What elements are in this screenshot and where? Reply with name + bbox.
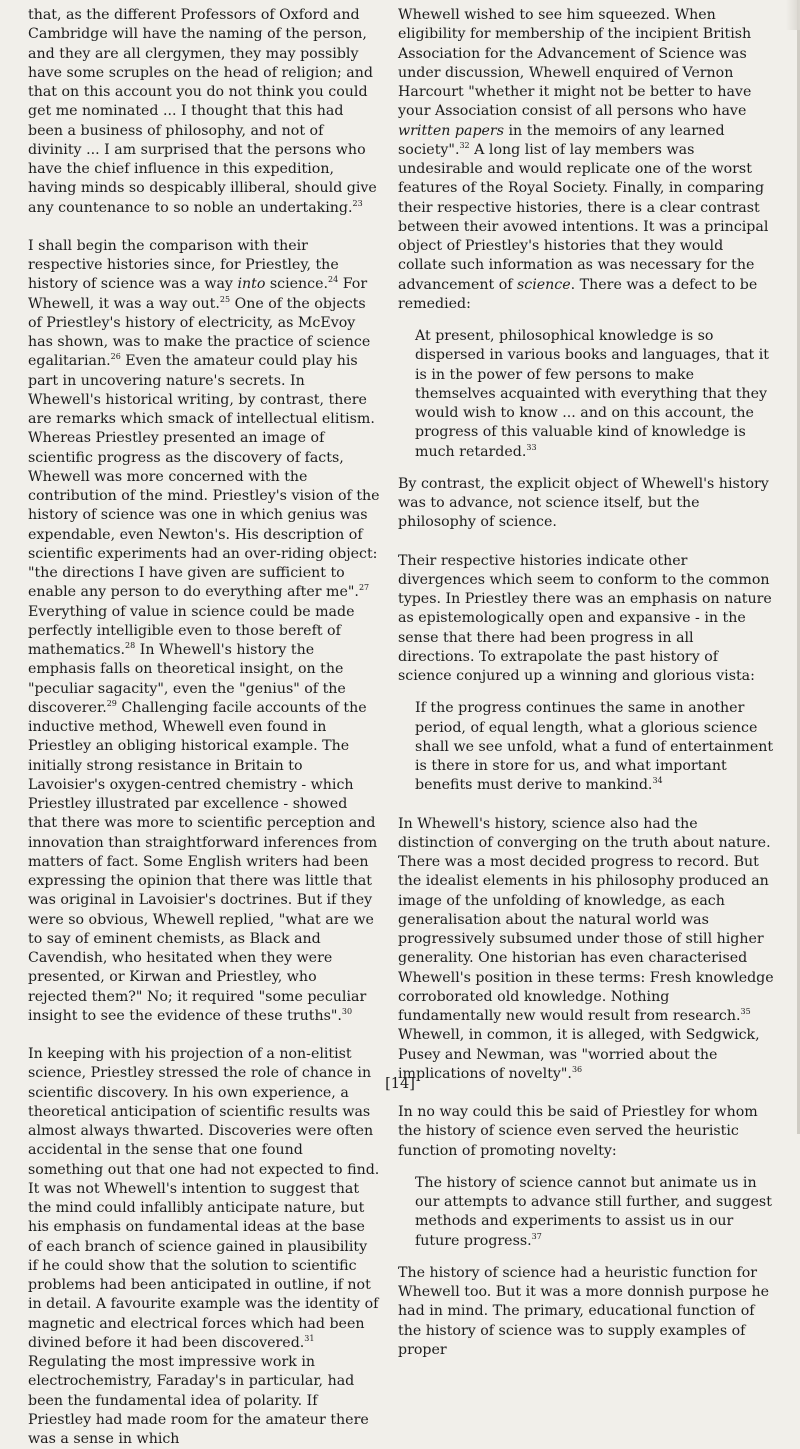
text-run: At present, philosophical knowledge is so dispersed in various books and languages, that it is in the power of few persons to make themselves acquainted with everything that they would wish to know ... and on this account, the progress of this valuable kind of knowledge is much retarded. (415, 328, 769, 460)
block-quote (415, 327, 774, 462)
text-run: in the memoirs of any learned society". (398, 122, 725, 158)
block-quote (415, 699, 774, 795)
text-run: Everything of value in science could be made perfectly intelligible even to those bereft of mathematics. (28, 603, 355, 658)
text-run: that, as the different Professors of Oxford and Cambridge will have the naming of the person, and they are all clergymen, they may possibly have some scruples on the head of religion; and that on this account you do not think you could get me nominated ... I thought that this had been a business of philosophy, and not of divinity ... I am surprised that the persons who have the chief influence in this expedition, having minds so despicably illiberal, should give any countenance to so noble an undertaking. (28, 7, 377, 216)
text-run: A long list of lay members was undesirable and would replicate one of the worst features of the Royal Society. Finally, in comparing their respective histories, there is a clear contrast between their avowed intentions. It was a principal object of Priestley's histories that they would collate such information as was necessary for the advancement of (398, 141, 769, 293)
text-run: I shall begin the comparison with their respective histories since, for Priestley, the history of science was a way (28, 237, 339, 293)
text-run: The history of science had a heuristic function for Whewell too. But it was a more donnish purpose he had in mind. The primary, educational function of the history of science was to supply examples of proper (398, 1264, 770, 1358)
footnote-ref: 25 (219, 294, 231, 304)
footnote-ref: 27 (358, 583, 370, 593)
footnote-ref: 33 (526, 442, 537, 452)
paragraph (398, 815, 774, 1085)
left-column (28, 6, 380, 1449)
emphasis: science (517, 276, 571, 293)
text-run: Regulating the most impressive work in electrochemistry, Faraday's in particular, had been the fundamental idea of polarity. If Priestley had made room for the amateur there was a sense in which (28, 1354, 369, 1447)
footnote-ref: 28 (125, 641, 136, 650)
paragraph (28, 237, 380, 1026)
text-run: For Whewell, it was a way out. (28, 276, 368, 312)
paragraph (398, 1103, 774, 1161)
paragraph (398, 1264, 774, 1360)
emphasis: into (237, 276, 266, 293)
text-run: Their respective histories indicate other divergences which seem to conform to the common types. In Priestley there was an emphasis on nature as epistemologically open and expansive - in the sense that there had been progress in all directions. To extrapolate the past history of science conjured up a winning and glorious vista: (398, 552, 772, 684)
emphasis: written papers (398, 122, 504, 139)
footnote-ref: 34 (652, 776, 663, 786)
footnote-ref: 31 (304, 1333, 315, 1343)
text-run: The history of science cannot but animate us in our attempts to advance still further, and suggest methods and experiments to assist us in our future progress. (415, 1174, 772, 1249)
right-column (398, 6, 774, 1360)
text-run: Whewell wished to see him squeezed. When eligibility for membership of the incipient British Association for the Advancement of Science was under discussion, Whewell enquired of Vernon Harcourt "whether it might not be better to have your Association consist of all persons who have (398, 7, 752, 120)
paragraph (398, 6, 774, 314)
text-run: science. (265, 276, 329, 293)
text-run: By contrast, the explicit object of Whewell's history was to advance, not science itself, but the philosophy of science. (398, 475, 769, 531)
footnote-ref: 32 (459, 140, 470, 150)
paragraph (398, 475, 774, 533)
text-run: In no way could this be said of Priestley for whom the history of science even served the heuristic function of promoting novelty: (398, 1104, 758, 1159)
footnote-ref: 29 (106, 698, 117, 708)
block-quote (415, 1174, 774, 1251)
paragraph (28, 6, 380, 218)
text-run: Even the amateur could play his part in uncovering nature's secrets. In Whewell's historical writing, by contrast, there are remarks which smack of intellectual elitism. Whereas Priestley presented an image of scientific progress as the discovery of facts, Whewell was more concerned with the contribution of the mind. Priestley's vision of the history of science was one in which genius was expendable, even Newton's. His description of scientific experiments had an over-riding object: "the directions I have given are sufficient to enable any person to do everything after me". (28, 353, 380, 601)
paragraph (28, 1045, 380, 1449)
text-run: . There was a defect to be remedied: (398, 276, 758, 312)
footnote-ref: 30 (341, 1006, 353, 1016)
text-run: One of the objects of Priestley's history of electricity, as McEvoy has shown, was to make the practice of science egalitarian. (28, 295, 371, 370)
footnote-ref: 37 (531, 1231, 542, 1241)
footnote-ref: 23 (352, 198, 363, 208)
text-run: In keeping with his projection of a non-elitist science, Priestley stressed the role of chance in scientific discovery. In his own experience, a theoretical anticipation of scientific results was almost always thwarted. Discoveries were often accidental in the sense that one found something out that one had not expected to find. It was not Whewell's intention to suggest that the mind could infallibly anticipate nature, but his emphasis on fundamental ideas at the base of each branch of science gained in plausibility if he could show that the solution to scientific problems had been anticipated in outline, if not in detail. A favourite example was the identity of magnetic and electrical forces which had been divined before it had been discovered. (28, 1046, 380, 1351)
footnote-ref: 35 (740, 1007, 751, 1016)
text-run: In Whewell's history the emphasis falls on theoretical insight, on the "peculiar sagacity", even the "genius" of the discoverer. (28, 642, 346, 716)
footnote-ref: 26 (110, 352, 121, 362)
paragraph (398, 552, 774, 687)
text-run: In Whewell's history, science also had the distinction of converging on the truth about nature. There was a most decided progress to record. But the idealist elements in his philosophy produced an image of the unfolding of knowledge, as each generalisation about the natural world was progressively subsumed under those of still higher generality. One historian has even characterised Whewell's position in these terms: Fresh knowledge corroborated old knowledge. Nothing fundamentally new would result from research. (398, 815, 774, 1024)
text-run: Challenging facile accounts of the inductive method, Whewell even found in Priestley an obliging historical example. The initially strong resistance in Britain to Lavoisier's oxygen-centred chemistry - which Priestley illustrated par excellence - showed that there was more to scientific perception and innovation than straightforward inferences from matters of fact. Some English writers had been expressing the opinion that there was little that was original in Lavoisier's doctrines. But if they were so obvious, Whewell replied, "what are we to say of eminent chemists, as Black and Cavendish, who hesitated when they were presented, or Kirwan and Priestley, who rejected them?" No; it required "some peculiar insight to see the evidence of these truths". (28, 699, 378, 1024)
footnote-ref: 24 (328, 275, 339, 285)
page-number: [14] (385, 1076, 415, 1092)
footnote-ref: 36 (571, 1064, 583, 1074)
text-run: If the progress continues the same in another period, of equal length, what a glorious science shall we see unfold, what a fund of entertainment is there in store for us, and what important benefits must derive to mankind. (415, 700, 774, 794)
text-run: Whewell, in common, it is alleged, with Sedgwick, Pusey and Newman, was "worried about the implications of novelty". (398, 1027, 760, 1082)
page-edge-shadow (786, 0, 800, 30)
